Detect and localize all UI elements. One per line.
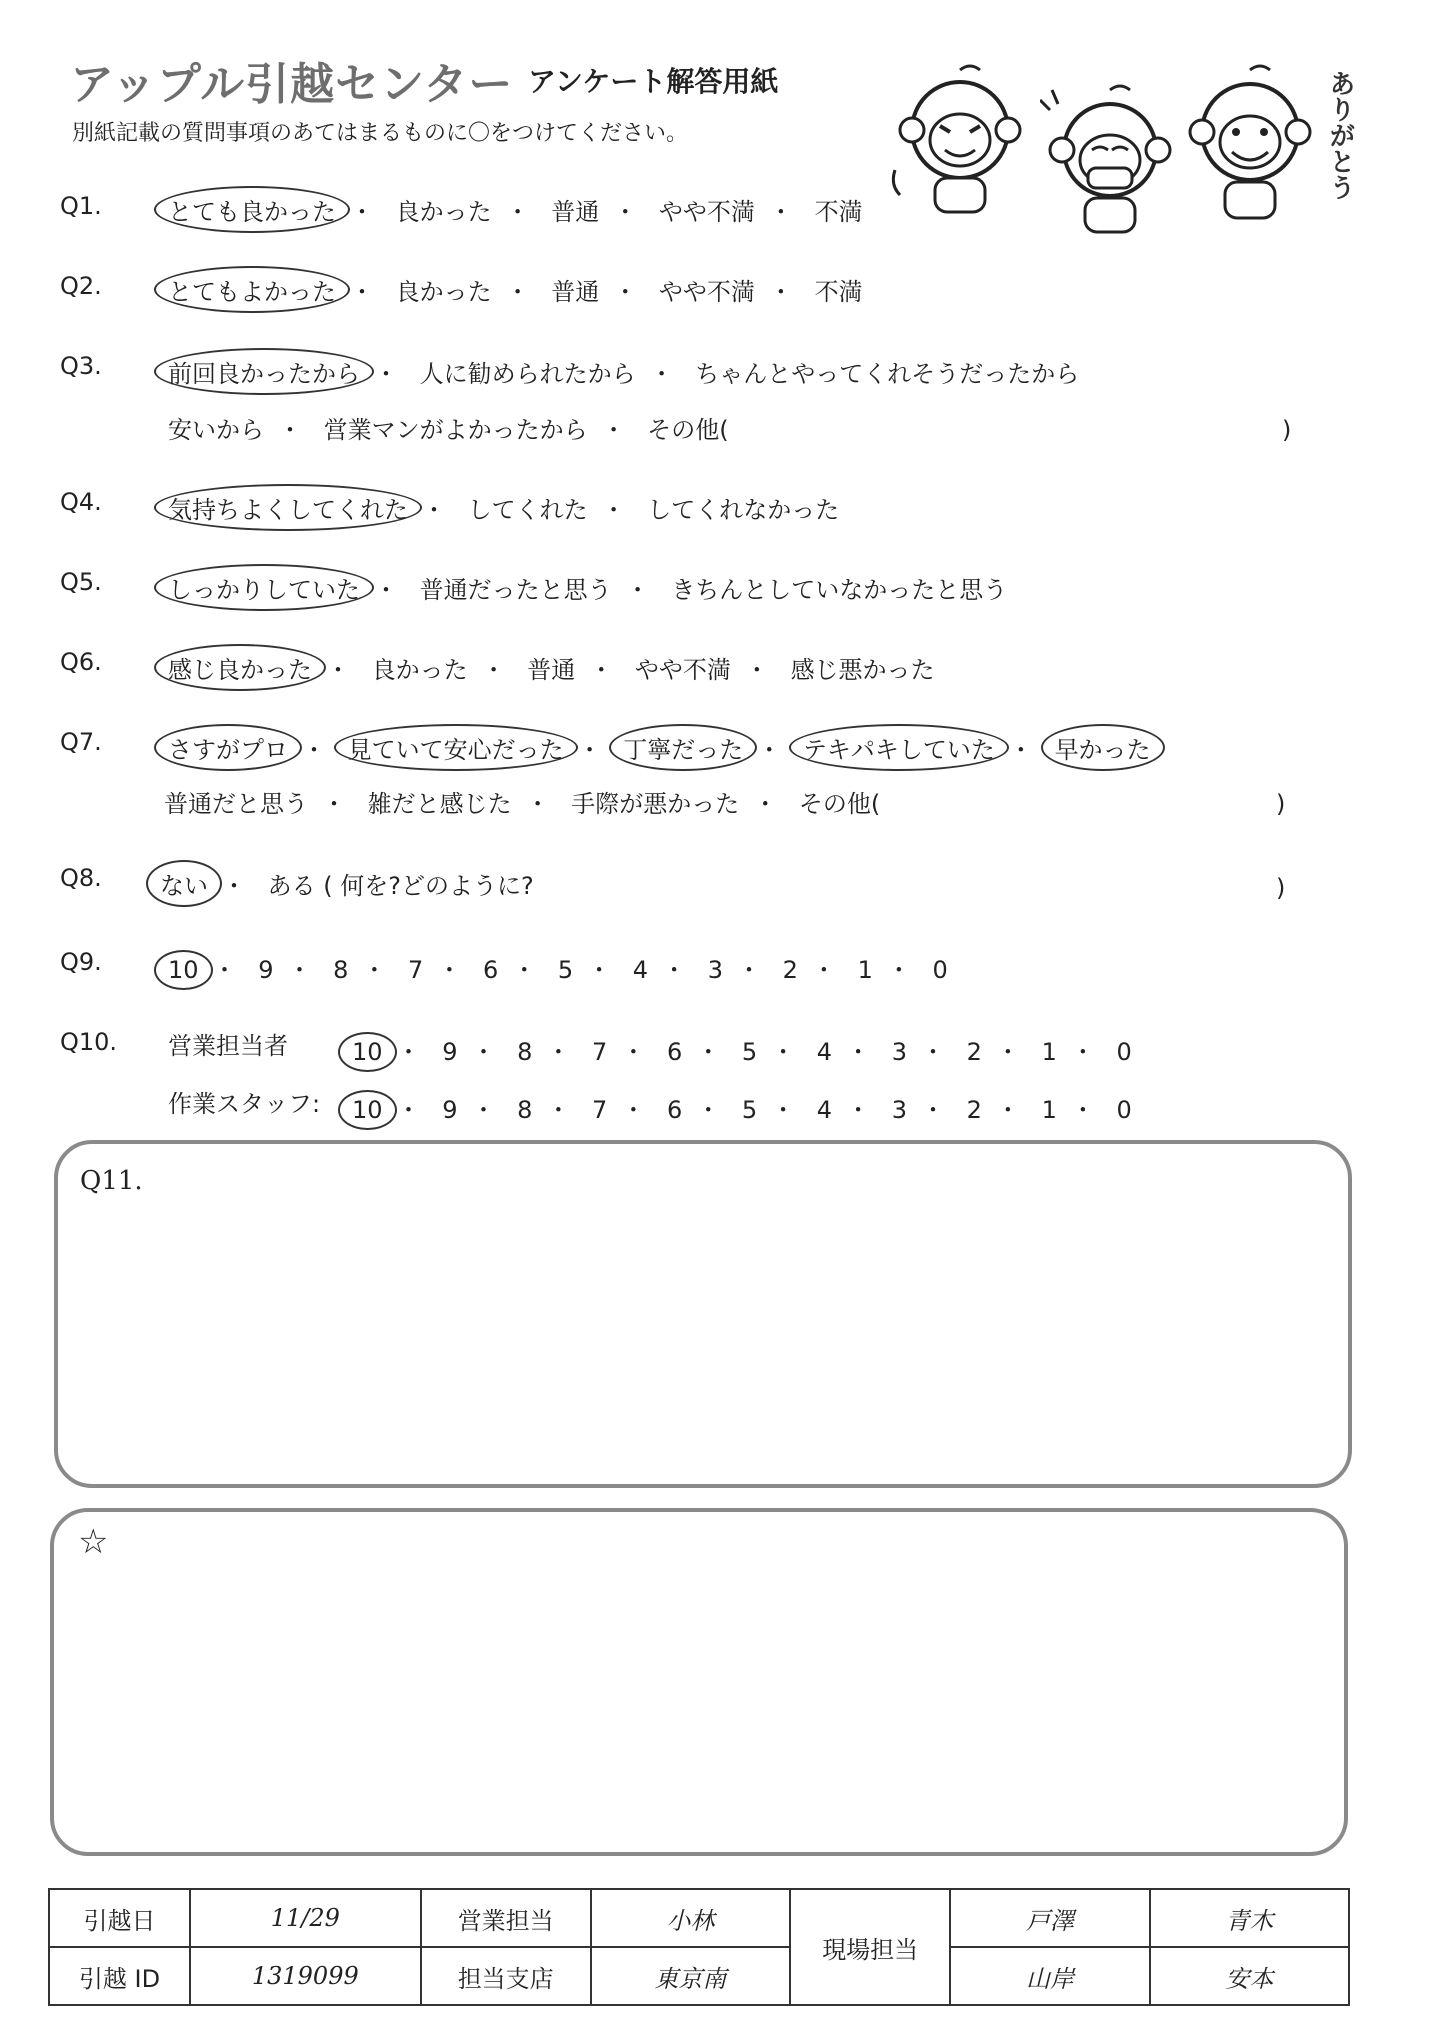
q3-option-other[interactable]: その他( [647,416,729,444]
monkey-mascot-icon [890,60,1030,220]
q1-option[interactable]: 良かった [395,198,492,226]
q9-score-circled[interactable]: 10 [154,950,213,990]
q10-sales-score[interactable]: 7 [592,1038,608,1066]
q8-option[interactable]: ある ( 何を?どのように? [267,872,534,900]
q7-close-paren: ) [1276,790,1286,818]
q7-option-circled[interactable]: テキパキしていた [789,724,1009,771]
q9-score[interactable]: 2 [782,956,798,984]
q10-sales-score[interactable]: 8 [517,1038,533,1066]
sales-rep-label: 営業担当 [421,1889,591,1947]
q2-option[interactable]: 不満 [814,278,863,306]
star-icon: ☆ [78,1522,109,1562]
instruction-text: 別紙記載の質問事項のあてはまるものに〇をつけてください。 [72,121,689,146]
q9-score[interactable]: 1 [857,956,873,984]
q10-sales-score[interactable]: 2 [966,1038,982,1066]
q9-score[interactable]: 9 [258,956,274,984]
sales-rep-value: 小林 [591,1889,790,1947]
footer-info-table [48,1888,1350,2006]
q3-option-circled[interactable]: 前回良かったから [154,348,374,395]
q5-option[interactable]: 普通だったと思う [419,576,612,604]
q5-options: しっかりしていた ・ 普通だったと思う ・ きちんとしていなかったと思う [168,570,1007,605]
q3-option[interactable]: 営業マンがよかったから [323,416,588,444]
q1-option[interactable]: 普通 [551,198,600,226]
q7-options-line1: さすがプロ ・ 見ていて安心だった ・ 丁寧だった ・ テキパキしていた ・ 早かった [168,730,1151,765]
q10-staff-scale: 10 ・ 9 ・ 8 ・ 7 ・ 6 ・ 5 ・ 4 ・ 3 ・ 2 ・ 1 ・ 0 [352,1090,1132,1125]
q7-option-other[interactable]: その他( [798,790,881,818]
q2-option-circled[interactable]: とてもよかった [154,266,350,313]
q7-option-circled[interactable]: 早かった [1041,724,1165,771]
q10-sales-scale: 10 ・ 9 ・ 8 ・ 7 ・ 6 ・ 5 ・ 4 ・ 3 ・ 2 ・ 1 ・ 0 [352,1032,1132,1067]
q10-sales-score[interactable]: 1 [1041,1038,1057,1066]
q4-options: 気持ちよくしてくれた ・ してくれた ・ してくれなかった [168,490,839,525]
q3-option[interactable]: 人に勧められたから [419,360,636,388]
site-staff-value: 安本 [1150,1947,1349,2005]
site-staff-label: 現場担当 [790,1889,950,2005]
q3-options-line1: 前回良かったから ・ 人に勧められたから ・ ちゃんとやってくれそうだったから [168,354,1079,389]
q10-staff-score[interactable]: 6 [666,1096,683,1124]
q2-option[interactable]: やや不満 [658,278,755,306]
q10-sales-score[interactable]: 4 [816,1038,833,1066]
site-staff-value: 山岸 [950,1947,1149,2005]
q8-close-paren: ) [1276,874,1286,902]
form-subtitle: アンケート解答用紙 [528,65,779,98]
q6-options: 感じ良かった ・ 良かった ・ 普通 ・ やや不満 ・ 感じ悪かった [168,650,935,685]
q10-sales-score[interactable]: 9 [442,1038,458,1066]
q10-sales-score[interactable]: 5 [741,1038,758,1066]
q3-close-paren: ) [1282,416,1292,444]
q5-option[interactable]: きちんとしていなかったと思う [671,576,1008,604]
q2-option[interactable]: 良かった [395,278,492,306]
q4-option-circled[interactable]: 気持ちよくしてくれた [154,484,422,531]
star-comment-box[interactable] [50,1508,1348,1856]
q3-option[interactable]: 安いから [168,416,264,444]
thanks-text: ありがとう [1325,70,1355,200]
q10-staff-score[interactable]: 5 [741,1096,758,1124]
q7-option-circled[interactable]: 見ていて安心だった [334,724,578,771]
q1-option-circled[interactable]: とても良かった [154,186,350,233]
q6-option[interactable]: 良かった [371,656,468,684]
brand-title: アップル引越センター [70,59,514,110]
question-label: Q9. [60,948,102,976]
q5-option-circled[interactable]: しっかりしていた [154,564,374,611]
q8-options: ない ・ ある ( 何を?どのように? [160,866,534,901]
question-label: Q5. [60,568,102,596]
site-staff-value: 青木 [1150,1889,1349,1947]
move-date-label: 引越日 [49,1889,190,1947]
branch-value: 東京南 [591,1947,790,2005]
q2-option[interactable]: 普通 [551,278,600,306]
question-label: Q1. [60,192,102,220]
q8-option-circled[interactable]: ない [146,860,222,907]
move-id-label: 引越 ID [49,1947,190,2005]
q10-staff-score[interactable]: 2 [966,1096,982,1124]
question-label: Q3. [60,352,102,380]
q10-staff-score[interactable]: 8 [517,1096,533,1124]
q9-scale: 10 ・ 9 ・ 8 ・ 7 ・ 6 ・ 5 ・ 4 ・ 3 ・ 2 ・ 1 ・ 0 [168,950,948,985]
q3-option[interactable]: ちゃんとやってくれそうだったから [695,360,1080,388]
q10-staff-score[interactable]: 4 [816,1096,833,1124]
q2-options: とてもよかった ・ 良かった ・ 普通 ・ やや不満 ・ 不満 [168,272,863,307]
question-label: Q7. [60,728,102,756]
q9-score[interactable]: 5 [557,956,574,984]
q10-staff-score[interactable]: 1 [1041,1096,1057,1124]
q7-option-circled[interactable]: 丁寧だった [609,724,757,771]
q9-score[interactable]: 4 [632,956,649,984]
q7-option[interactable]: 手際が悪かった [571,790,740,818]
question-label: Q4. [60,488,102,516]
q10-sales-score[interactable]: 6 [666,1038,683,1066]
question-label: Q6. [60,648,102,676]
question-label: Q10. [60,1028,118,1056]
q4-option[interactable]: してくれなかった [647,496,840,524]
q4-option[interactable]: してくれた [467,496,588,524]
move-date-value: 11/29 [190,1889,421,1947]
q10-staff-score[interactable]: 3 [891,1096,907,1124]
site-staff-value: 戸澤 [950,1889,1149,1947]
q11-comment-box[interactable] [54,1140,1352,1488]
q9-score[interactable]: 0 [932,956,948,984]
q6-option[interactable]: 感じ悪かった [790,656,935,684]
q9-score[interactable]: 7 [408,956,424,984]
q7-option[interactable]: 雑だと感じた [367,790,512,818]
move-id-value: 1319099 [190,1947,421,2005]
q9-score[interactable]: 8 [333,956,349,984]
question-label: Q2. [60,272,102,300]
q10-staff-score[interactable]: 7 [592,1096,608,1124]
q7-option-circled[interactable]: さすがプロ [154,724,302,771]
q10-staff-label: 作業スタッフ: [168,1090,321,1118]
monkey-mascot-icon [1180,60,1320,230]
monkey-mascot-icon [1040,80,1180,240]
q3-options-line2: 安いから ・ 営業マンがよかったから ・ その他( [168,410,729,445]
q6-option-circled[interactable]: 感じ良かった [154,644,326,691]
q10-sales-score[interactable]: 0 [1116,1038,1132,1066]
q10-staff-score[interactable]: 0 [1116,1096,1132,1124]
q7-options-line2: 普通だと思う ・ 雑だと感じた ・ 手際が悪かった ・ その他( [164,784,880,819]
q6-option[interactable]: やや不満 [634,656,731,684]
q11-label: Q11. [80,1166,143,1196]
q9-score[interactable]: 3 [707,956,723,984]
q9-score[interactable]: 6 [482,956,499,984]
q10-sales-score-circled[interactable]: 10 [338,1032,397,1072]
branch-label: 担当支店 [421,1947,591,2005]
q1-option[interactable]: やや不満 [658,198,755,226]
q1-options: とても良かった ・ 良かった ・ 普通 ・ やや不満 ・ 不満 [168,192,863,227]
q1-option[interactable]: 不満 [814,198,863,226]
q6-option[interactable]: 普通 [527,656,576,684]
q10-staff-score[interactable]: 9 [442,1096,458,1124]
question-label: Q8. [60,864,102,892]
q7-option[interactable]: 普通だと思う [164,790,308,818]
q10-sales-score[interactable]: 3 [891,1038,907,1066]
q10-staff-score-circled[interactable]: 10 [338,1090,397,1130]
q10-sales-label: 営業担当者 [168,1032,288,1060]
